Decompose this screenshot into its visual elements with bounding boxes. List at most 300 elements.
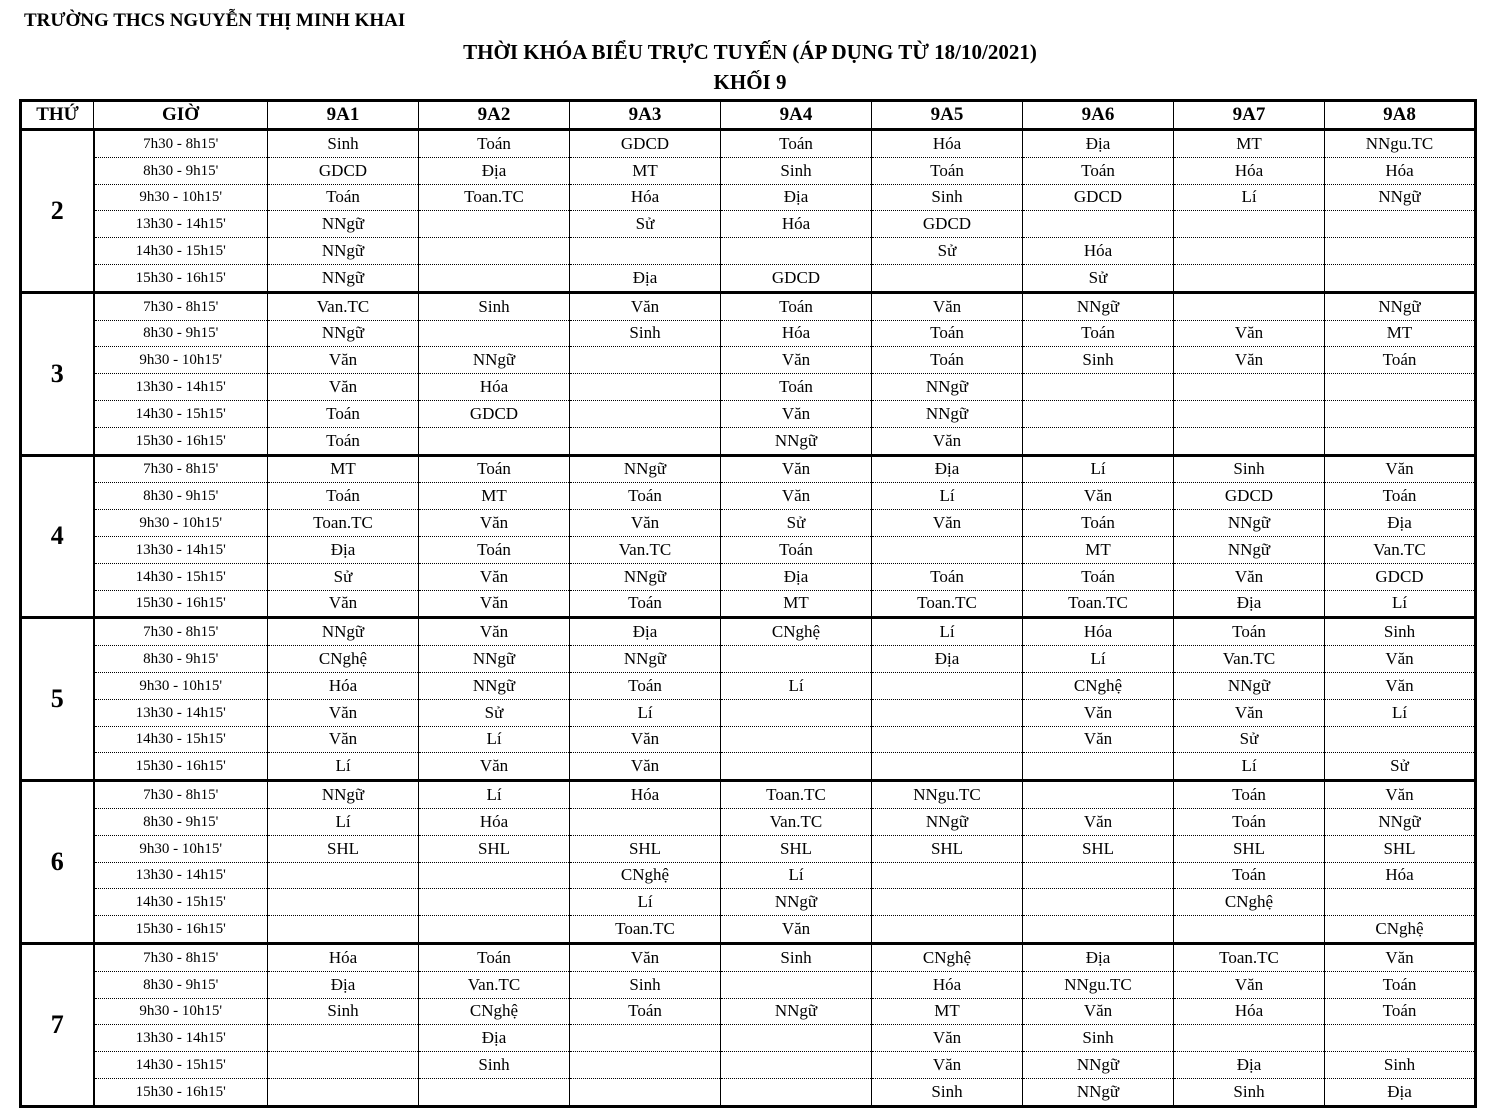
table-row bbox=[21, 238, 1476, 265]
subject-cell: Sử bbox=[419, 699, 570, 726]
subject-cell bbox=[872, 536, 1023, 563]
time-cell: 15h30 - 16h15' bbox=[94, 264, 268, 292]
column-header-class: 9A2 bbox=[419, 101, 570, 130]
subject-cell: Sử bbox=[570, 211, 721, 238]
subject-cell: Văn bbox=[1174, 971, 1325, 998]
table-row bbox=[21, 726, 1476, 753]
subject-cell: Địa bbox=[1325, 510, 1476, 537]
subject-cell: Toán bbox=[1174, 862, 1325, 889]
subject-cell: Lí bbox=[419, 781, 570, 809]
subject-cell: Văn bbox=[570, 510, 721, 537]
subject-cell: Hóa bbox=[1023, 618, 1174, 646]
subject-cell: Địa bbox=[1023, 130, 1174, 158]
subject-cell: Lí bbox=[570, 889, 721, 916]
subject-cell: NNgữ bbox=[1023, 1078, 1174, 1106]
subject-cell bbox=[1174, 238, 1325, 265]
subject-cell: MT bbox=[570, 157, 721, 184]
subject-cell: NNgữ bbox=[721, 427, 872, 455]
school-name: TRƯỜNG THCS NGUYỄN THỊ MINH KHAI bbox=[24, 10, 406, 31]
subject-cell: Văn bbox=[872, 427, 1023, 455]
subject-cell: Toán bbox=[1023, 510, 1174, 537]
subject-cell: NNgữ bbox=[419, 672, 570, 699]
subject-cell: MT bbox=[268, 455, 419, 483]
subject-cell: Văn bbox=[721, 916, 872, 944]
subject-cell: NNgữ bbox=[1174, 672, 1325, 699]
subject-cell: NNgữ bbox=[1325, 292, 1476, 320]
subject-cell: Toán bbox=[872, 347, 1023, 374]
subject-cell: Sinh bbox=[1023, 1025, 1174, 1052]
table-row bbox=[21, 753, 1476, 781]
subject-cell: Sử bbox=[1174, 726, 1325, 753]
subject-cell: Toán bbox=[721, 536, 872, 563]
time-cell: 14h30 - 15h15' bbox=[94, 563, 268, 590]
subject-cell: Toán bbox=[1174, 808, 1325, 835]
time-cell: 14h30 - 15h15' bbox=[94, 400, 268, 427]
subject-cell: Sinh bbox=[872, 1078, 1023, 1106]
time-cell: 7h30 - 8h15' bbox=[94, 781, 268, 809]
subject-cell: GDCD bbox=[872, 211, 1023, 238]
subject-cell: Sinh bbox=[721, 943, 872, 971]
time-cell: 13h30 - 14h15' bbox=[94, 699, 268, 726]
table-row bbox=[21, 646, 1476, 673]
subject-cell: Sinh bbox=[872, 184, 1023, 211]
day-cell: 5 bbox=[21, 618, 94, 781]
subject-cell bbox=[1325, 374, 1476, 401]
subject-cell: Toán bbox=[872, 563, 1023, 590]
subject-cell bbox=[570, 1078, 721, 1106]
subject-cell bbox=[1174, 916, 1325, 944]
table-row bbox=[21, 862, 1476, 889]
subject-cell bbox=[570, 374, 721, 401]
time-cell: 13h30 - 14h15' bbox=[94, 211, 268, 238]
table-row bbox=[21, 781, 1476, 809]
subject-cell: SHL bbox=[1023, 835, 1174, 862]
subject-cell: Văn bbox=[1325, 646, 1476, 673]
subject-cell: Địa bbox=[268, 971, 419, 998]
subject-cell: Văn bbox=[1174, 347, 1325, 374]
subject-cell: Sinh bbox=[419, 1052, 570, 1079]
subject-cell: SHL bbox=[268, 835, 419, 862]
subject-cell: NNgu.TC bbox=[872, 781, 1023, 809]
subject-cell bbox=[1023, 781, 1174, 809]
subject-cell bbox=[1325, 400, 1476, 427]
subject-cell: Sử bbox=[872, 238, 1023, 265]
subject-cell: Toán bbox=[570, 672, 721, 699]
subject-cell bbox=[268, 916, 419, 944]
subject-cell bbox=[721, 753, 872, 781]
subject-cell: Địa bbox=[721, 184, 872, 211]
subject-cell: Văn bbox=[872, 292, 1023, 320]
subject-cell bbox=[872, 862, 1023, 889]
subject-cell: Toan.TC bbox=[1174, 943, 1325, 971]
subject-cell: Văn bbox=[1023, 998, 1174, 1025]
subject-cell: Lí bbox=[872, 618, 1023, 646]
subject-cell: GDCD bbox=[1174, 483, 1325, 510]
time-cell: 8h30 - 9h15' bbox=[94, 971, 268, 998]
subject-cell: Văn bbox=[1325, 781, 1476, 809]
subject-cell: Toán bbox=[268, 400, 419, 427]
table-row bbox=[21, 889, 1476, 916]
subject-cell bbox=[1325, 889, 1476, 916]
time-cell: 15h30 - 16h15' bbox=[94, 753, 268, 781]
subject-cell: Toan.TC bbox=[570, 916, 721, 944]
subject-cell: Toán bbox=[268, 427, 419, 455]
subject-cell: Toán bbox=[1325, 971, 1476, 998]
subject-cell: Lí bbox=[872, 483, 1023, 510]
subject-cell: Địa bbox=[419, 157, 570, 184]
table-row bbox=[21, 292, 1476, 320]
table-row bbox=[21, 264, 1476, 292]
subject-cell: Toán bbox=[419, 130, 570, 158]
subject-cell bbox=[1023, 862, 1174, 889]
subject-cell: Văn bbox=[872, 510, 1023, 537]
subject-cell bbox=[721, 1078, 872, 1106]
subject-cell: Hóa bbox=[872, 971, 1023, 998]
subject-cell: CNghệ bbox=[419, 998, 570, 1025]
subject-cell bbox=[1023, 889, 1174, 916]
subject-cell: Địa bbox=[1174, 590, 1325, 618]
subject-cell: GDCD bbox=[1325, 563, 1476, 590]
subject-cell: Văn bbox=[419, 510, 570, 537]
subject-cell bbox=[268, 1025, 419, 1052]
subject-cell: CNghệ bbox=[570, 862, 721, 889]
subject-cell: Toán bbox=[419, 943, 570, 971]
time-cell: 13h30 - 14h15' bbox=[94, 374, 268, 401]
subject-cell bbox=[872, 264, 1023, 292]
subject-cell bbox=[419, 1078, 570, 1106]
table-row bbox=[21, 536, 1476, 563]
table-row bbox=[21, 374, 1476, 401]
table-row bbox=[21, 211, 1476, 238]
subject-cell: CNghệ bbox=[1325, 916, 1476, 944]
subject-cell: Lí bbox=[1174, 184, 1325, 211]
subject-cell: Văn bbox=[721, 455, 872, 483]
subject-cell: NNgữ bbox=[872, 374, 1023, 401]
table-row bbox=[21, 347, 1476, 374]
table-row bbox=[21, 835, 1476, 862]
time-cell: 15h30 - 16h15' bbox=[94, 1078, 268, 1106]
table-row bbox=[21, 998, 1476, 1025]
subject-cell: Toán bbox=[721, 292, 872, 320]
subject-cell: Toán bbox=[1174, 781, 1325, 809]
subject-cell: Lí bbox=[570, 699, 721, 726]
subject-cell: CNghệ bbox=[721, 618, 872, 646]
subject-cell: Văn bbox=[268, 699, 419, 726]
subject-cell: Sử bbox=[1325, 753, 1476, 781]
time-cell: 8h30 - 9h15' bbox=[94, 483, 268, 510]
subject-cell: Toán bbox=[872, 157, 1023, 184]
timetable-body bbox=[21, 130, 1476, 1107]
subject-cell: MT bbox=[721, 590, 872, 618]
subject-cell bbox=[721, 699, 872, 726]
subject-cell: NNgữ bbox=[570, 563, 721, 590]
subject-cell: Toán bbox=[268, 184, 419, 211]
subject-cell: NNgữ bbox=[268, 781, 419, 809]
subject-cell: NNgu.TC bbox=[1325, 130, 1476, 158]
subject-cell: Văn bbox=[1174, 699, 1325, 726]
subject-cell: Văn bbox=[1023, 726, 1174, 753]
subject-cell: Van.TC bbox=[721, 808, 872, 835]
time-cell: 13h30 - 14h15' bbox=[94, 1025, 268, 1052]
day-cell: 3 bbox=[21, 292, 94, 455]
subject-cell: Lí bbox=[419, 726, 570, 753]
subject-cell: Địa bbox=[268, 536, 419, 563]
time-cell: 8h30 - 9h15' bbox=[94, 808, 268, 835]
subject-cell: Văn bbox=[419, 563, 570, 590]
subject-cell: Văn bbox=[721, 347, 872, 374]
subject-cell bbox=[570, 1052, 721, 1079]
time-cell: 7h30 - 8h15' bbox=[94, 292, 268, 320]
subject-cell bbox=[570, 400, 721, 427]
subject-cell bbox=[872, 699, 1023, 726]
table-row bbox=[21, 427, 1476, 455]
subject-cell: Lí bbox=[1023, 646, 1174, 673]
table-row bbox=[21, 130, 1476, 158]
subject-cell bbox=[721, 726, 872, 753]
time-cell: 14h30 - 15h15' bbox=[94, 726, 268, 753]
time-cell: 13h30 - 14h15' bbox=[94, 536, 268, 563]
subject-cell: Sinh bbox=[721, 157, 872, 184]
subject-cell: Văn bbox=[268, 347, 419, 374]
column-header-day: THỨ bbox=[21, 101, 94, 130]
subject-cell bbox=[570, 427, 721, 455]
subject-cell: NNgữ bbox=[1023, 1052, 1174, 1079]
subject-cell: Toán bbox=[1174, 618, 1325, 646]
subject-cell: Văn bbox=[268, 726, 419, 753]
subject-cell: NNgữ bbox=[1023, 292, 1174, 320]
subject-cell: Hóa bbox=[268, 943, 419, 971]
subject-cell: Toán bbox=[721, 374, 872, 401]
time-cell: 8h30 - 9h15' bbox=[94, 320, 268, 347]
subject-cell: NNgữ bbox=[872, 400, 1023, 427]
subject-cell: SHL bbox=[872, 835, 1023, 862]
subject-cell bbox=[1023, 374, 1174, 401]
subject-cell: Toán bbox=[872, 320, 1023, 347]
table-row bbox=[21, 618, 1476, 646]
column-header-class: 9A8 bbox=[1325, 101, 1476, 130]
subject-cell: Địa bbox=[1325, 1078, 1476, 1106]
subject-cell bbox=[268, 889, 419, 916]
subject-cell: Văn bbox=[419, 618, 570, 646]
subject-cell: Lí bbox=[721, 862, 872, 889]
subject-cell: CNghệ bbox=[872, 943, 1023, 971]
subject-cell: Toán bbox=[570, 998, 721, 1025]
day-cell: 7 bbox=[21, 943, 94, 1106]
subject-cell: MT bbox=[872, 998, 1023, 1025]
column-header-class: 9A6 bbox=[1023, 101, 1174, 130]
time-cell: 15h30 - 16h15' bbox=[94, 916, 268, 944]
subject-cell: Van.TC bbox=[268, 292, 419, 320]
table-row bbox=[21, 971, 1476, 998]
subject-cell: NNgữ bbox=[419, 347, 570, 374]
time-cell: 13h30 - 14h15' bbox=[94, 862, 268, 889]
subject-cell: MT bbox=[1174, 130, 1325, 158]
subject-cell: Văn bbox=[872, 1025, 1023, 1052]
subject-cell bbox=[1023, 211, 1174, 238]
subject-cell: Văn bbox=[721, 483, 872, 510]
subject-cell bbox=[419, 916, 570, 944]
subject-cell: Toan.TC bbox=[721, 781, 872, 809]
subject-cell: CNghệ bbox=[1023, 672, 1174, 699]
subject-cell: NNgữ bbox=[721, 889, 872, 916]
subject-cell bbox=[721, 646, 872, 673]
subject-cell: NNgữ bbox=[721, 998, 872, 1025]
subject-cell bbox=[570, 1025, 721, 1052]
subject-cell: Hóa bbox=[419, 374, 570, 401]
subject-cell: Lí bbox=[1023, 455, 1174, 483]
table-row bbox=[21, 916, 1476, 944]
subject-cell: Địa bbox=[721, 563, 872, 590]
subject-cell: Toán bbox=[1023, 320, 1174, 347]
subject-cell: Lí bbox=[721, 672, 872, 699]
subject-cell: Văn bbox=[1174, 563, 1325, 590]
subject-cell: Van.TC bbox=[570, 536, 721, 563]
subject-cell: NNgữ bbox=[268, 211, 419, 238]
day-cell: 2 bbox=[21, 130, 94, 293]
subject-cell: Sử bbox=[1023, 264, 1174, 292]
subject-cell: NNgữ bbox=[419, 646, 570, 673]
time-cell: 14h30 - 15h15' bbox=[94, 238, 268, 265]
subject-cell: Toán bbox=[1023, 563, 1174, 590]
subject-cell: GDCD bbox=[721, 264, 872, 292]
subject-cell: Địa bbox=[570, 618, 721, 646]
subject-cell: Sử bbox=[721, 510, 872, 537]
subject-cell bbox=[1325, 1025, 1476, 1052]
subject-cell bbox=[268, 862, 419, 889]
subject-cell: Văn bbox=[570, 753, 721, 781]
subject-cell: Địa bbox=[872, 646, 1023, 673]
time-cell: 7h30 - 8h15' bbox=[94, 130, 268, 158]
subject-cell: Toan.TC bbox=[419, 184, 570, 211]
subject-cell: NNgữ bbox=[1325, 808, 1476, 835]
column-header-class: 9A4 bbox=[721, 101, 872, 130]
table-row bbox=[21, 1078, 1476, 1106]
subject-cell: GDCD bbox=[1023, 184, 1174, 211]
subject-cell bbox=[1325, 238, 1476, 265]
subject-cell: Lí bbox=[1174, 753, 1325, 781]
subject-cell bbox=[1174, 211, 1325, 238]
subject-cell: Toan.TC bbox=[872, 590, 1023, 618]
subject-cell: Sinh bbox=[268, 998, 419, 1025]
subject-cell: Toán bbox=[1325, 998, 1476, 1025]
subject-cell bbox=[1023, 753, 1174, 781]
subject-cell: NNgu.TC bbox=[1023, 971, 1174, 998]
subject-cell: Toán bbox=[570, 483, 721, 510]
subject-cell bbox=[419, 862, 570, 889]
time-cell: 8h30 - 9h15' bbox=[94, 157, 268, 184]
subject-cell: Sinh bbox=[1023, 347, 1174, 374]
subject-cell bbox=[1174, 400, 1325, 427]
subject-cell: Địa bbox=[872, 455, 1023, 483]
subject-cell: Văn bbox=[1023, 483, 1174, 510]
subject-cell: Văn bbox=[721, 400, 872, 427]
subject-cell: Sinh bbox=[570, 320, 721, 347]
subject-cell bbox=[1325, 264, 1476, 292]
subject-cell: Toán bbox=[1325, 347, 1476, 374]
subject-cell: Văn bbox=[570, 726, 721, 753]
subject-cell: Văn bbox=[268, 590, 419, 618]
time-cell: 15h30 - 16h15' bbox=[94, 590, 268, 618]
subject-cell: Sinh bbox=[1325, 618, 1476, 646]
subject-cell: Toán bbox=[570, 590, 721, 618]
subject-cell: Van.TC bbox=[1325, 536, 1476, 563]
subject-cell bbox=[570, 347, 721, 374]
subject-cell bbox=[1174, 374, 1325, 401]
day-cell: 4 bbox=[21, 455, 94, 618]
subject-cell: NNgữ bbox=[570, 455, 721, 483]
column-header-class: 9A1 bbox=[268, 101, 419, 130]
subject-cell: NNgữ bbox=[872, 808, 1023, 835]
table-row bbox=[21, 483, 1476, 510]
subject-cell bbox=[419, 238, 570, 265]
subject-cell: Sinh bbox=[1174, 455, 1325, 483]
table-row bbox=[21, 672, 1476, 699]
subject-cell: Văn bbox=[1325, 943, 1476, 971]
table-row bbox=[21, 808, 1476, 835]
subject-cell bbox=[419, 889, 570, 916]
subject-cell: NNgữ bbox=[570, 646, 721, 673]
subject-cell: Lí bbox=[1325, 699, 1476, 726]
table-row bbox=[21, 510, 1476, 537]
subject-cell: Hóa bbox=[1023, 238, 1174, 265]
subject-cell: Lí bbox=[1325, 590, 1476, 618]
subject-cell: Toán bbox=[721, 130, 872, 158]
subject-cell: Hóa bbox=[1325, 157, 1476, 184]
subject-cell: Sinh bbox=[570, 971, 721, 998]
subject-cell: Văn bbox=[419, 753, 570, 781]
subject-cell: Toán bbox=[1325, 483, 1476, 510]
subject-cell bbox=[1023, 400, 1174, 427]
subject-cell: Toán bbox=[268, 483, 419, 510]
subject-cell: Van.TC bbox=[1174, 646, 1325, 673]
subject-cell: Toán bbox=[1023, 157, 1174, 184]
page-title: THỜI KHÓA BIỂU TRỰC TUYẾN (ÁP DỤNG TỪ 18/10/2021) bbox=[463, 40, 1037, 64]
subject-cell: Sinh bbox=[1325, 1052, 1476, 1079]
time-cell: 9h30 - 10h15' bbox=[94, 835, 268, 862]
subject-cell: Văn bbox=[1023, 699, 1174, 726]
subject-cell: Địa bbox=[570, 264, 721, 292]
subject-cell bbox=[1174, 264, 1325, 292]
subject-cell: Hóa bbox=[1174, 157, 1325, 184]
subject-cell: NNgữ bbox=[268, 238, 419, 265]
table-row bbox=[21, 1052, 1476, 1079]
subject-cell: Van.TC bbox=[419, 971, 570, 998]
time-cell: 8h30 - 9h15' bbox=[94, 646, 268, 673]
table-row bbox=[21, 1025, 1476, 1052]
subject-cell: Văn bbox=[1174, 320, 1325, 347]
subject-cell: NNgữ bbox=[268, 320, 419, 347]
subject-cell: SHL bbox=[419, 835, 570, 862]
subject-cell bbox=[721, 1052, 872, 1079]
subject-cell: GDCD bbox=[419, 400, 570, 427]
subject-cell: MT bbox=[1325, 320, 1476, 347]
table-row bbox=[21, 943, 1476, 971]
column-header-class: 9A5 bbox=[872, 101, 1023, 130]
timetable bbox=[19, 99, 1477, 1108]
subject-cell: Lí bbox=[268, 753, 419, 781]
time-cell: 7h30 - 8h15' bbox=[94, 455, 268, 483]
subject-cell: Hóa bbox=[570, 184, 721, 211]
subject-cell: MT bbox=[419, 483, 570, 510]
subject-cell bbox=[1174, 292, 1325, 320]
subject-cell: Toan.TC bbox=[1023, 590, 1174, 618]
time-cell: 14h30 - 15h15' bbox=[94, 1052, 268, 1079]
subject-cell bbox=[570, 238, 721, 265]
subject-cell: Địa bbox=[1023, 943, 1174, 971]
header-row bbox=[21, 101, 1476, 130]
subject-cell: Hóa bbox=[268, 672, 419, 699]
time-cell: 9h30 - 10h15' bbox=[94, 347, 268, 374]
